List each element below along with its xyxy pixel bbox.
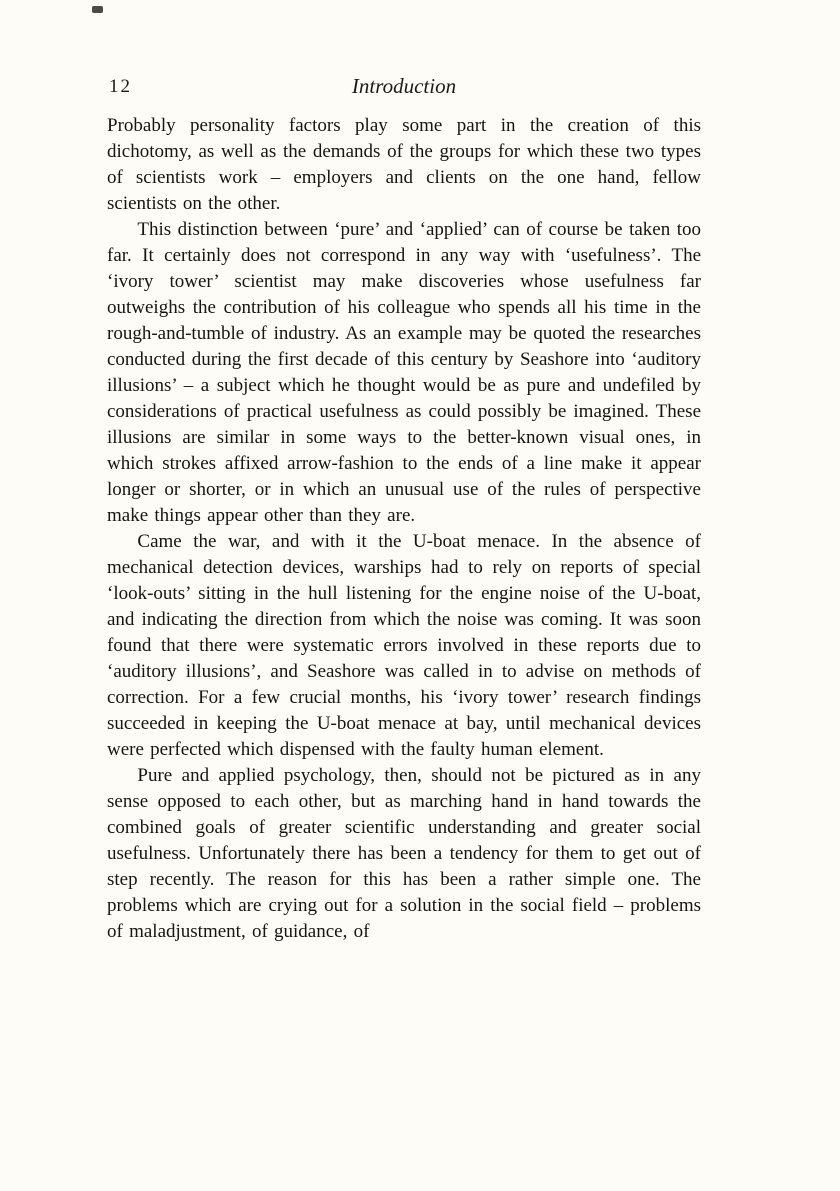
page-header — [107, 74, 701, 104]
page-title: Introduction — [351, 74, 457, 98]
paragraph: This distinction between ‘pure’ and ‘applied’ can of course be taken too far. It certainly does not correspond in any way with ‘usefulness’. The ‘ivory tower’ scientist may make discoveries whose usefulness far outweighs the contribution of his colleague who spends all his time in the rough-and-tumble of industry. As an example may be quoted the researches conducted during the first decade of this century by Seashore into ‘auditory illusions’ – a subject which he thought would be as pure and undefiled by considerations of practical usefulness as could possibly be imagined. These illusions are similar in some ways to the better-known visual ones, in which strokes affixed arrow-fashion to the ends of a line make it appear longer or shorter, or in which an unusual use of the rules of perspective make things appear other than they are. — [107, 219, 701, 526]
body-text — [107, 113, 701, 945]
paragraph: Came the war, and with it the U-boat menace. In the absence of mechanical detection devices, warships had to rely on reports of special ‘look-outs’ sitting in the hull listening for the engine noise of the U-boat, and indicating the direction from which the noise was coming. It was soon found that there were systematic errors involved in these reports due to ‘auditory illusions’, and Seashore was called in to advise on methods of correction. For a few crucial months, his ‘ivory tower’ research findings succeeded in keeping the U-boat menace at bay, until mechanical devices were perfected which dispensed with the faulty human element. — [107, 531, 701, 760]
text-block — [107, 74, 701, 945]
paragraph: Probably personality factors play some part in the creation of this dichotomy, as well as the demands of the groups for which these two types of scientists work – employers and clients on the one hand, fellow scientists on the other. — [107, 115, 701, 214]
page-number: 12 — [109, 76, 132, 97]
paragraph: Pure and applied psychology, then, should not be pictured as in any sense opposed to each other, but as marching hand in hand towards the combined goals of greater scientific understanding and greater social usefulness. Unfortunately there has been a tendency for them to get out of step recently. The reason for this has been a rather simple one. The problems which are crying out for a solution in the social field – problems of maladjustment, of guidance, of — [107, 765, 701, 942]
scan-artifact — [92, 6, 103, 13]
